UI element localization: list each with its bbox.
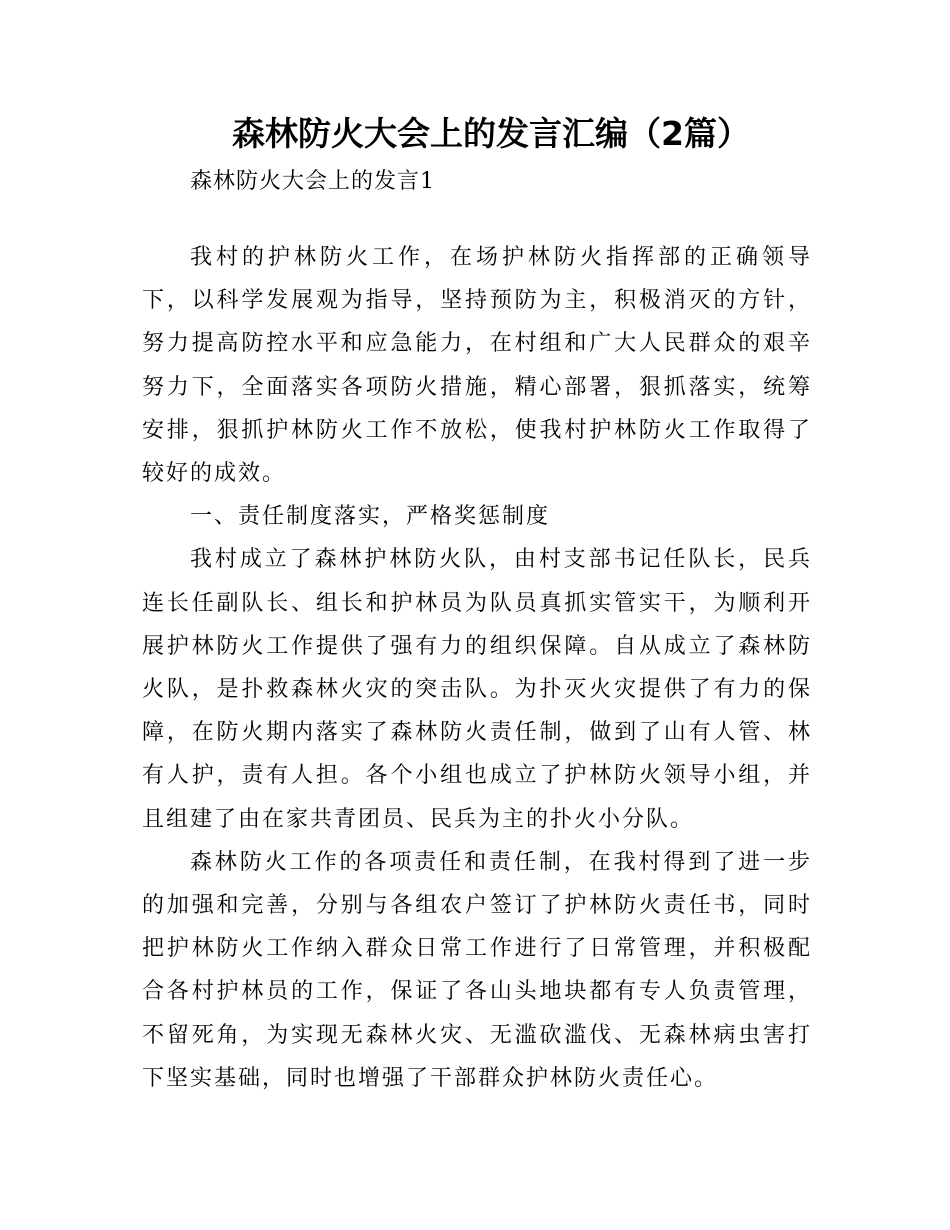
paragraph-responsibility: 森林防火工作的各项责任和责任制，在我村得到了进一步的加强和完善，分别与各组农户签订了护林防火责任书，同时把护林防火工作纳入群众日常工作进行了日常管理，并积极配合各村护林员的工作，保证了各山头地块都有专人负责管理，不留死角，为实现无森林火灾、无滥砍滥伐、无森林病虫害打下坚实基础，同时也增强了干部群众护林防火责任心。 xyxy=(142,849,812,1091)
document-page xyxy=(142,108,812,1100)
paragraph-team: 我村成立了森林护林防火队，由村支部书记任队长，民兵连长任副队长、组长和护林员为队员真抓实管实干，为顺利开展护林防火工作提供了强有力的组织保障。自从成立了森林防火队，是扑救森林火灾的突击队。为扑灭火灾提供了有力的保障，在防火期内落实了森林防火责任制，做到了山有人管、林有人护，责有人担。各个小组也成立了护林防火领导小组，并且组建了由在家共青团员、民兵为主的扑火小分队。 xyxy=(142,547,812,832)
document-title: 森林防火大会上的发言汇编（2篇） xyxy=(232,114,750,153)
speech-subtitle: 森林防火大会上的发言1 xyxy=(190,169,435,194)
document-body xyxy=(142,236,812,1100)
section-heading: 一、责任制度落实，严格奖惩制度 xyxy=(190,504,551,530)
paragraph-intro: 我村的护林防火工作，在场护林防火指挥部的正确领导下，以科学发展观为指导，坚持预防为主，积极消灭的方针，努力提高防控水平和应急能力，在村组和广大人民群众的艰辛努力下，全面落实各项防火措施，精心部署，狠抓落实，统筹安排，狠抓护林防火工作不放松，使我村护林防火工作取得了较好的成效。 xyxy=(142,245,812,487)
